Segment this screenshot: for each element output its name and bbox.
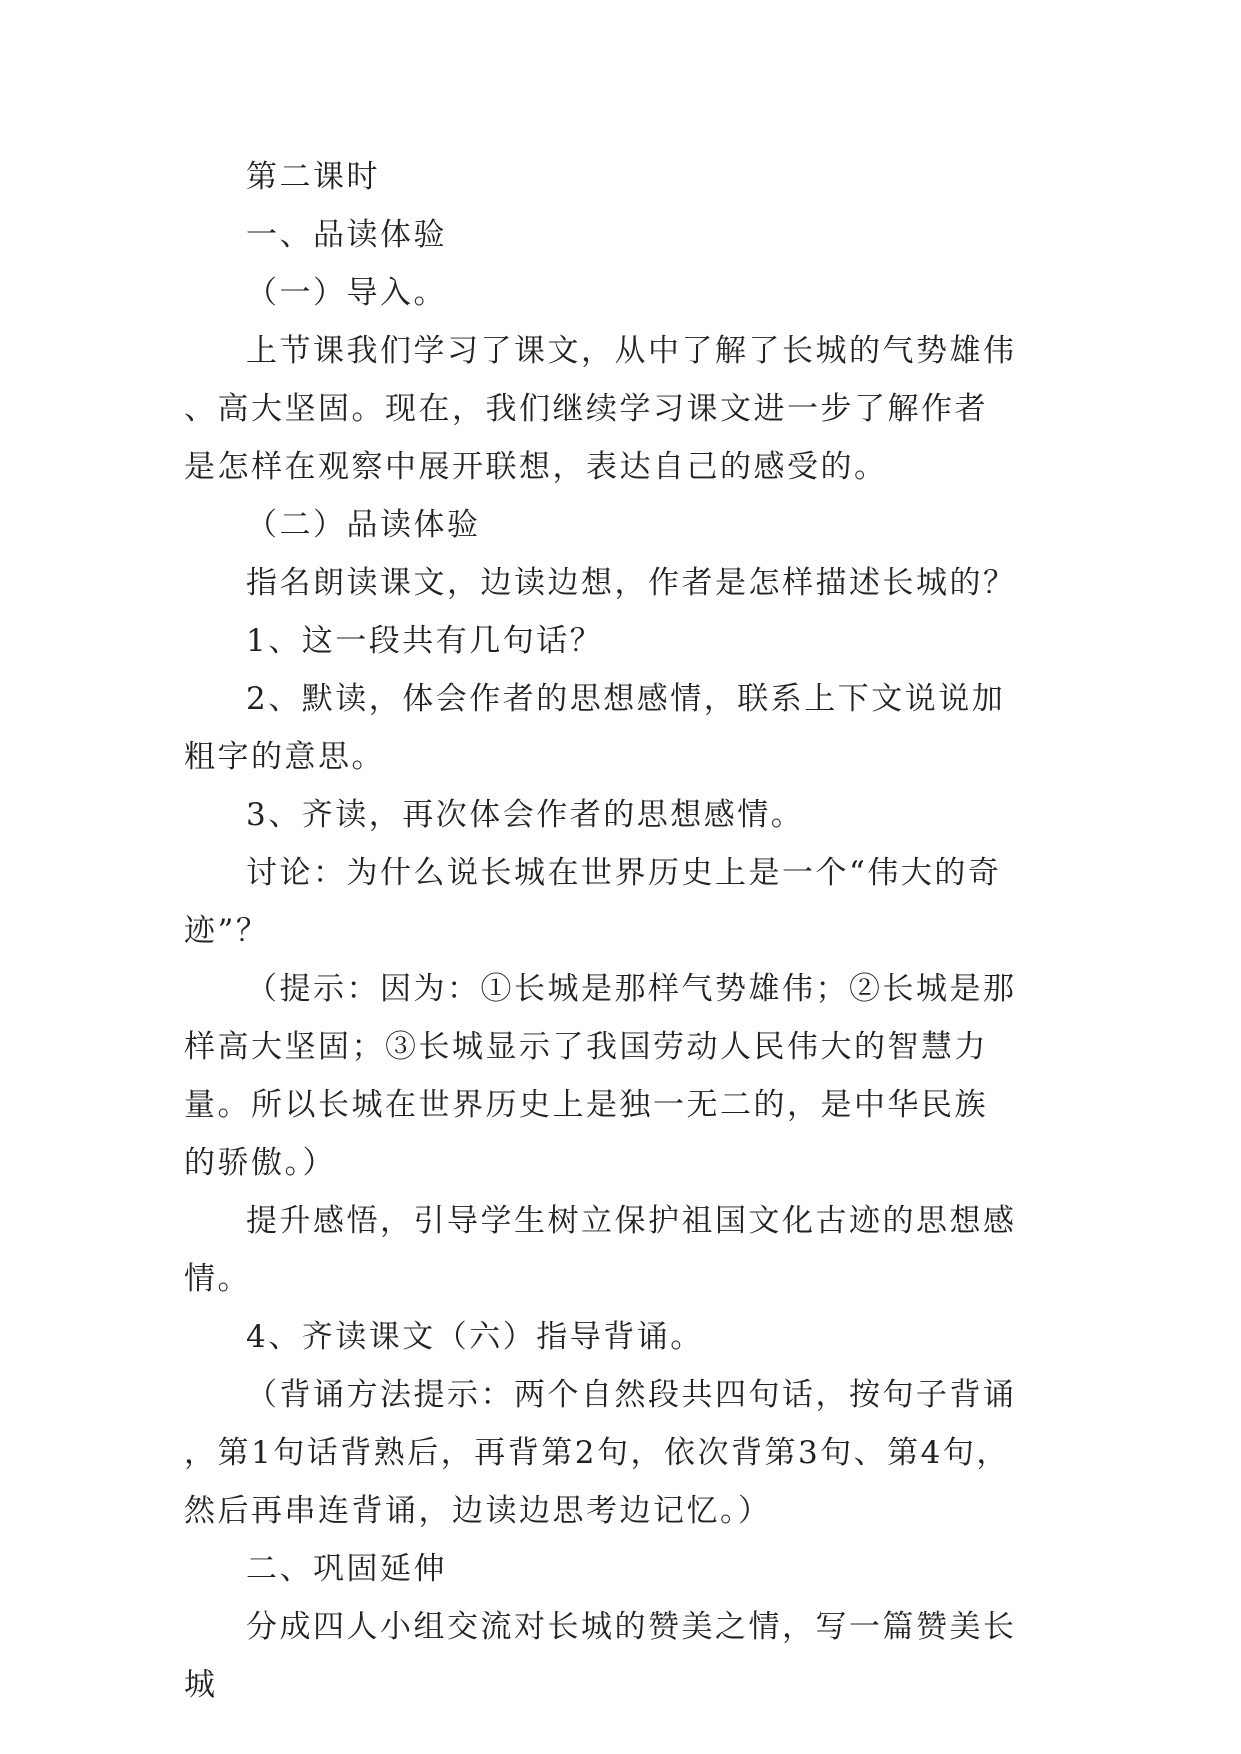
body-paragraph: 上节课我们学习了课文，从中了解了长城的气势雄伟、高大坚固。现在，我们继续学习课文进一步了解作者是怎样在观察中展开联想，表达自己的感受的。 (184, 333, 1017, 485)
section-heading: 二、巩固延伸 (246, 1551, 447, 1587)
subsection-heading: （二）品读体验 (246, 507, 481, 543)
numbered-item: 3、齐读，再次体会作者的思想感情。 (246, 797, 805, 833)
document-body (184, 148, 1020, 1714)
section-heading: 一、品读体验 (246, 217, 447, 253)
hint-paragraph: （提示：因为：①长城是那样气势雄伟；②长城是那样高大坚固；③长城显示了我国劳动人民伟大的智慧力量。所以长城在世界历史上是独一无二的，是中华民族的骄傲。） (184, 971, 1017, 1181)
body-paragraph: 指名朗读课文，边读边想，作者是怎样描述长城的？ (246, 565, 1017, 601)
discussion-question: 讨论：为什么说长城在世界历史上是一个“伟大的奇迹”？ (184, 855, 1002, 949)
body-paragraph: 提升感悟，引导学生树立保护祖国文化古迹的思想感情。 (184, 1203, 1017, 1297)
numbered-item: 4、齐读课文（六）指导背诵。 (246, 1319, 704, 1355)
body-paragraph: 分成四人小组交流对长城的赞美之情，写一篇赞美长城 (184, 1609, 1017, 1703)
hint-paragraph: （背诵方法提示：两个自然段共四句话，按句子背诵，第1句话背熟后，再背第2句，依次背第3句、第4句，然后再串连背诵，边读边思考边记忆。） (184, 1377, 1017, 1529)
lesson-title: 第二课时 (246, 159, 380, 195)
numbered-item: 2、默读，体会作者的思想感情，联系上下文说说加粗字的意思。 (184, 681, 1006, 775)
numbered-item: 1、这一段共有几句话？ (246, 623, 604, 659)
subsection-heading: （一）导入。 (246, 275, 447, 311)
